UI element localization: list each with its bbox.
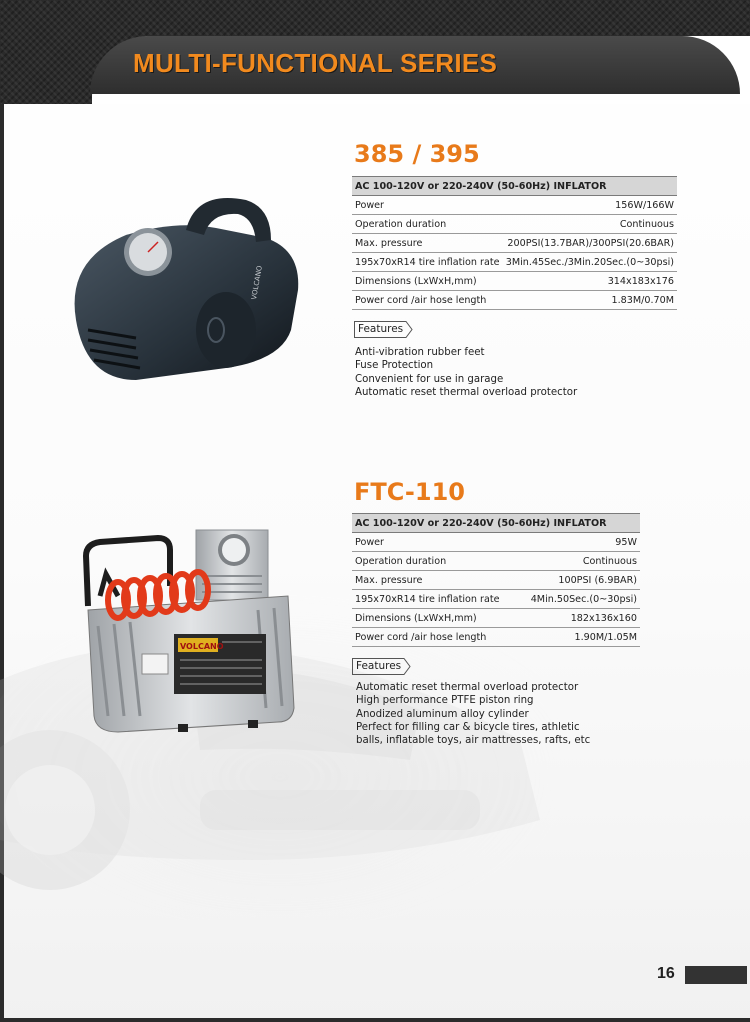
- features-label: Features: [358, 323, 404, 335]
- spec-value: 1.90M/1.05M: [517, 628, 640, 647]
- table-row: [352, 571, 640, 590]
- table-row: [352, 533, 640, 552]
- features-list-ftc-110: [356, 681, 590, 747]
- spec-value: Continuous: [517, 552, 640, 571]
- list-item: Automatic reset thermal overload protector: [356, 682, 579, 693]
- table-row: [352, 628, 640, 647]
- spec-value: 182x136x160: [517, 609, 640, 628]
- table-row: [352, 291, 677, 310]
- page-number-bar: [685, 966, 747, 984]
- list-item: balls, inflatable toys, air mattresses, rafts, etc: [356, 735, 591, 747]
- list-item: Convenient for use in garage: [355, 373, 504, 385]
- spec-value: 95W: [517, 533, 640, 552]
- table-row: [352, 234, 677, 253]
- spec-value: 4Min.50Sec.(0~30psi): [517, 590, 640, 609]
- spec-label: Max. pressure: [352, 234, 503, 253]
- spec-label: Power cord /air hose length: [352, 628, 517, 647]
- list-item: Perfect for filling car & bicycle tires, athletic: [356, 721, 580, 733]
- bottom-border: [0, 1018, 750, 1022]
- model-title-ftc-110: FTC-110: [354, 478, 465, 506]
- table-row: [352, 552, 640, 571]
- spec-value: 3Min.45Sec./3Min.20Sec.(0~30psi): [503, 253, 677, 272]
- spec-value: 100PSI (6.9BAR): [517, 571, 640, 590]
- spec-table-385-395: [352, 176, 677, 310]
- features-tag: [352, 658, 414, 674]
- spec-label: Operation duration: [352, 215, 503, 234]
- table-row: [352, 272, 677, 291]
- product-image-385-395: [66, 190, 306, 390]
- spec-value: Continuous: [503, 215, 677, 234]
- spec-label: 195x70xR14 tire inflation rate: [352, 590, 517, 609]
- table-row: [352, 609, 640, 628]
- list-item: Fuse Protection: [355, 360, 434, 372]
- features-list-385-395: [355, 346, 577, 399]
- spec-table-ftc-110: [352, 513, 640, 647]
- spec-header: AC 100-120V or 220-240V (50-60Hz) INFLATOR: [352, 177, 677, 196]
- page-number: 16: [657, 965, 675, 982]
- spec-label: Operation duration: [352, 552, 517, 571]
- spec-value: 1.83M/0.70M: [503, 291, 677, 310]
- table-row: [352, 253, 677, 272]
- features-label: Features: [356, 660, 402, 672]
- spec-value: 156W/166W: [503, 196, 677, 215]
- spec-label: Dimensions (LxWxH,mm): [352, 609, 517, 628]
- spec-label: Power: [352, 533, 517, 552]
- spec-label: Max. pressure: [352, 571, 517, 590]
- table-row: [352, 590, 640, 609]
- spec-label: Power cord /air hose length: [352, 291, 503, 310]
- features-tag: [354, 321, 416, 337]
- list-item: Anti-vibration rubber feet: [355, 347, 485, 358]
- product-brand-text: VOLCANO: [250, 264, 264, 301]
- page-title: MULTI-FUNCTIONAL SERIES: [133, 48, 498, 78]
- spec-label: 195x70xR14 tire inflation rate: [352, 253, 503, 272]
- spec-label: Dimensions (LxWxH,mm): [352, 272, 503, 291]
- table-row: [352, 215, 677, 234]
- product-image-ftc-110: [78, 526, 300, 741]
- list-item: Anodized aluminum alloy cylinder: [356, 708, 529, 720]
- spec-value: 314x183x176: [503, 272, 677, 291]
- list-item: High performance PTFE piston ring: [356, 695, 534, 707]
- model-title-385-395: 385 / 395: [354, 140, 480, 168]
- table-row: [352, 196, 677, 215]
- spec-value: 200PSI(13.7BAR)/300PSI(20.6BAR): [503, 234, 677, 253]
- product-brand-text: VOLCANO: [180, 642, 224, 651]
- spec-header: AC 100-120V or 220-240V (50-60Hz) INFLATOR: [352, 514, 640, 533]
- list-item: Automatic reset thermal overload protector: [355, 386, 578, 398]
- spec-label: Power: [352, 196, 503, 215]
